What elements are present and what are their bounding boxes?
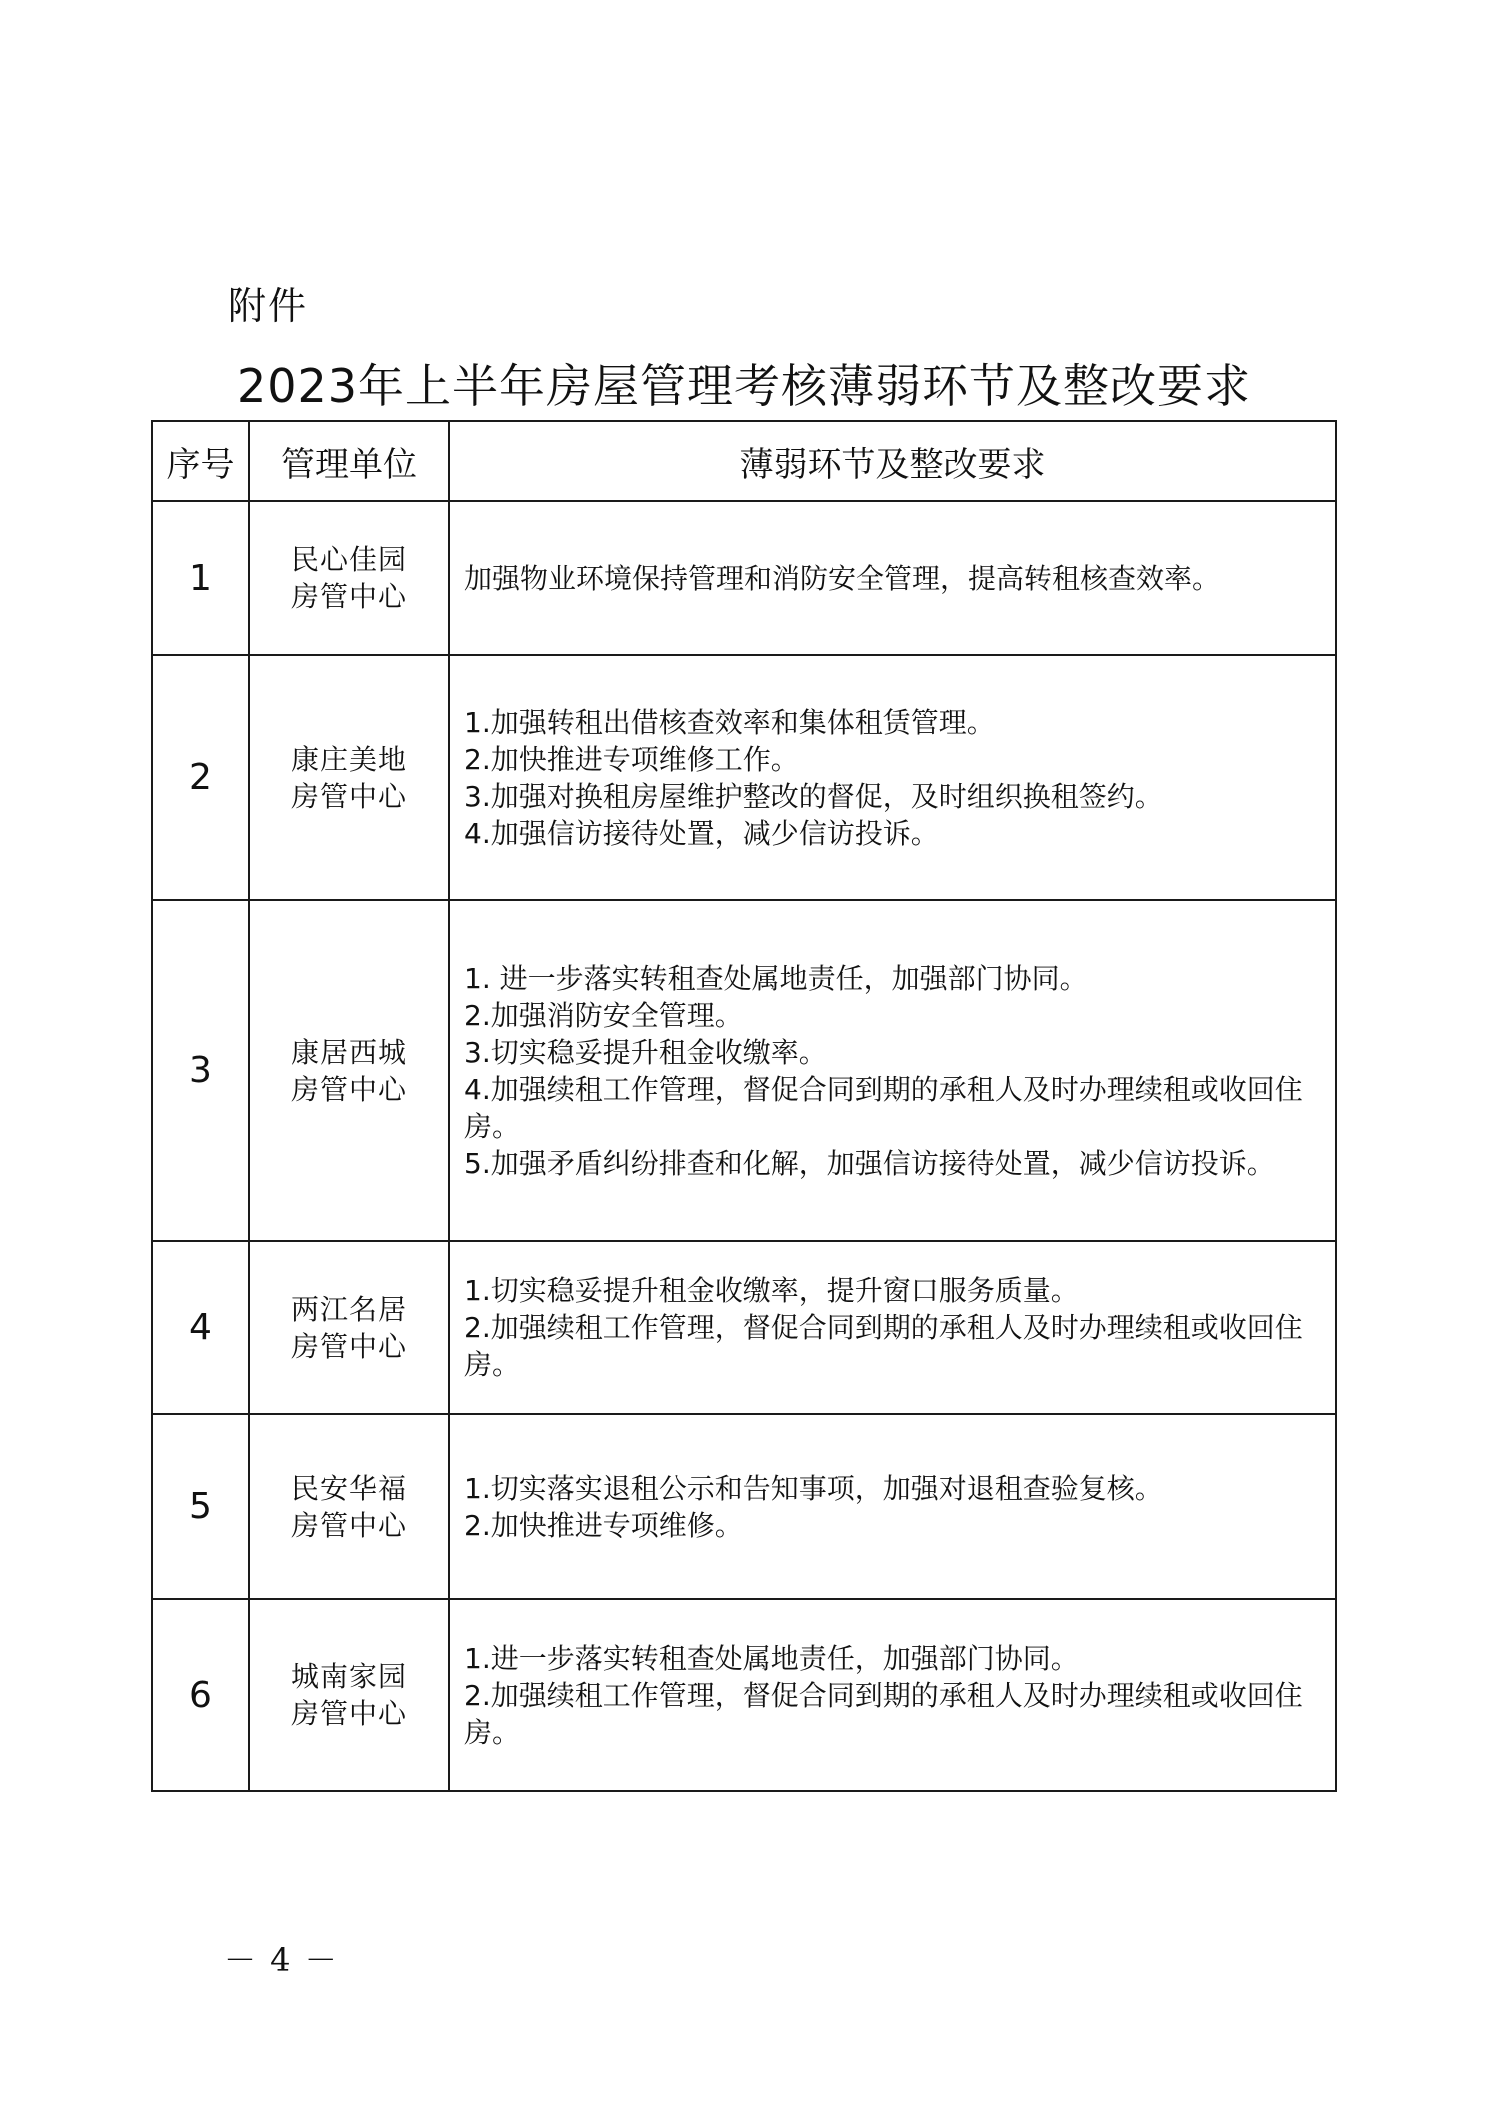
management-unit (249, 655, 449, 900)
table-row (152, 655, 1336, 900)
table-row (152, 900, 1336, 1241)
header-requirements: 薄弱环节及整改要求 (449, 421, 1336, 501)
row-number: 2 (152, 655, 249, 900)
requirements-cell (449, 1599, 1336, 1791)
row-number: 3 (152, 900, 249, 1241)
table-row (152, 1599, 1336, 1791)
table-row (152, 1414, 1336, 1599)
requirement-item: 1. 进一步落实转租查处属地责任，加强部门协同。 (464, 961, 1088, 995)
requirement-item: 2.加强续租工作管理，督促合同到期的承租人及时办理续租或收回住房。 (464, 1678, 1303, 1749)
unit-type: 房管中心 (290, 1508, 407, 1542)
management-unit (249, 900, 449, 1241)
unit-type: 房管中心 (290, 1697, 407, 1730)
table-header-row (152, 421, 1336, 501)
requirement-item: 4.加强续租工作管理，督促合同到期的承租人及时办理续租或收回住房。 (464, 1072, 1303, 1143)
requirement-item: 4.加强信访接待处置，减少信访投诉。 (464, 816, 939, 850)
requirement-item: 2.加快推进专项维修。 (464, 1508, 743, 1542)
table-row (152, 501, 1336, 655)
row-number: 4 (152, 1241, 249, 1414)
row-number: 5 (152, 1414, 249, 1599)
management-unit (249, 1414, 449, 1599)
unit-type: 房管中心 (290, 1072, 407, 1106)
table-row (152, 1241, 1336, 1414)
requirement-item: 1.进一步落实转租查处属地责任，加强部门协同。 (464, 1641, 1079, 1675)
requirements-cell (449, 501, 1336, 655)
management-unit (249, 501, 449, 655)
page-number: － 4 － (224, 1941, 339, 1979)
requirement-item: 5.加强矛盾纠纷排查和化解，加强信访接待处置，减少信访投诉。 (464, 1146, 1275, 1180)
row-number: 6 (152, 1599, 249, 1791)
unit-type: 房管中心 (290, 779, 407, 813)
requirement-item: 3.切实稳妥提升租金收缴率。 (464, 1035, 827, 1069)
unit-name: 民心佳园 (290, 543, 407, 576)
document-title: 2023年上半年房屋管理考核薄弱环节及整改要求 (236, 359, 1252, 413)
management-unit (249, 1241, 449, 1414)
requirement-item: 3.加强对换租房屋维护整改的督促，及时组织换租签约。 (464, 779, 1163, 813)
requirement-item: 1.切实稳妥提升租金收缴率，提升窗口服务质量。 (464, 1274, 1079, 1307)
requirements-cell (449, 900, 1336, 1241)
header-management-unit: 管理单位 (249, 421, 449, 501)
row-number: 1 (152, 501, 249, 655)
requirement-item: 2.加强续租工作管理，督促合同到期的承租人及时办理续租或收回住房。 (464, 1311, 1303, 1381)
unit-name: 城南家园 (290, 1660, 407, 1693)
unit-name: 民安华福 (290, 1471, 407, 1505)
requirement-item: 加强物业环境保持管理和消防安全管理，提高转租核查效率。 (464, 561, 1221, 595)
unit-name: 康庄美地 (290, 742, 407, 776)
unit-name: 两江名居 (290, 1292, 407, 1326)
requirement-item: 1.加强转租出借核查效率和集体租赁管理。 (464, 705, 995, 739)
header-serial-number: 序号 (152, 421, 249, 501)
unit-name: 康居西城 (290, 1035, 407, 1069)
rectification-table (151, 420, 1337, 1792)
requirement-item: 1.切实落实退租公示和告知事项，加强对退租查验复核。 (464, 1471, 1163, 1505)
unit-type: 房管中心 (290, 1329, 407, 1363)
requirement-item: 2.加强消防安全管理。 (464, 998, 743, 1032)
requirements-cell (449, 1241, 1336, 1414)
requirements-cell (449, 1414, 1336, 1599)
management-unit (249, 1599, 449, 1791)
unit-type: 房管中心 (290, 580, 407, 613)
attachment-label: 附件 (228, 284, 309, 328)
requirement-item: 2.加快推进专项维修工作。 (464, 742, 799, 776)
requirements-cell (449, 655, 1336, 900)
